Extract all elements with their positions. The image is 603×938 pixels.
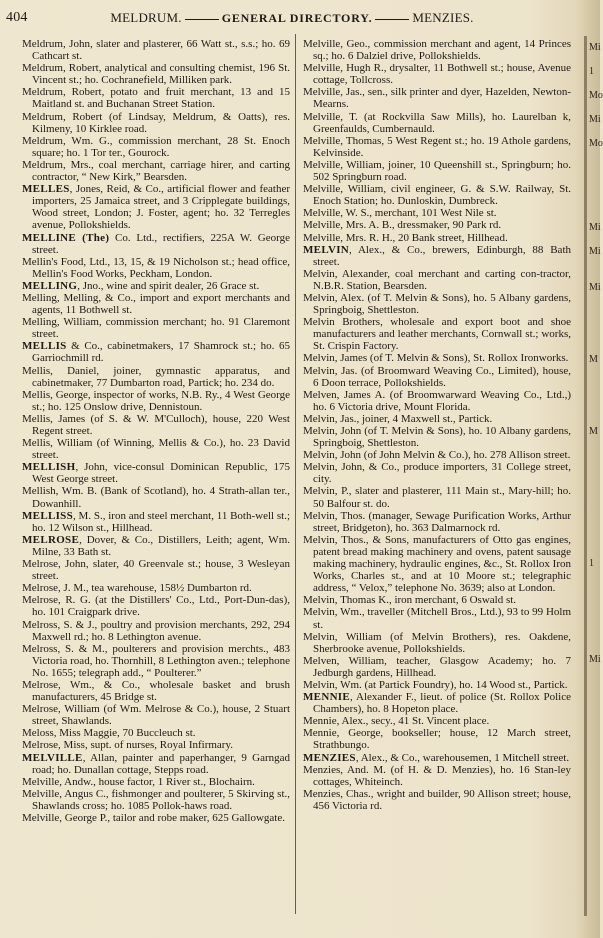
directory-entry: Melross, S. & J., poultry and provision merchants, 292, 294 Maxwell rd.; ho. 8 Lethington avenue. — [22, 618, 290, 643]
directory-entry: Melling, Melling, & Co., import and export merchants and agents, 11 Bothwell st. — [22, 291, 290, 317]
directory-entry: Melross, S. & M., poulterers and provision merchts., 483 Victoria road, ho. Thornhill, 8 Lethington aven.; telephone No. 1655; telegraph add., “ Poulterer.” — [22, 642, 290, 679]
directory-entry: MELVIN, Alex., & Co., brewers, Edinburgh, 88 Bath street. — [303, 243, 571, 268]
edge-text-fragment: Mi — [589, 246, 601, 257]
directory-entry: Melrose, J. M., tea warehouse, 158½ Dumbarton rd. — [22, 582, 252, 595]
directory-entry: Mellis, William (of Winning, Mellis & Co.), ho. 23 David street. — [22, 437, 290, 462]
edge-text-fragment: Mi — [589, 114, 601, 125]
directory-entry: Meldrum, Mrs., coal merchant, carriage hirer, and carting contractor, “ New Kirk,” Bearsden. — [22, 158, 290, 184]
edge-text-fragment: Mi — [589, 282, 601, 293]
directory-entry: Meloss, Miss Maggie, 70 Buccleuch st. — [22, 727, 196, 740]
directory-entry: Mellis, George, inspector of works, N.B. Ry., 4 West George st.; ho. 125 Onslow drive, Dennistoun. — [22, 388, 290, 413]
directory-entry: Meldrum, Robert, analytical and consulting chemist, 196 St. Vincent st.; ho. Cochranefield, Milliken park. — [22, 62, 290, 87]
directory-entry: Meldrum, Robert, potato and fruit merchant, 13 and 15 Maitland st. and Buchanan Street Station. — [22, 86, 290, 111]
edge-text-fragment: Mi — [589, 654, 601, 665]
edge-text-fragment: M — [589, 426, 598, 437]
directory-entry: Mellis, Daniel, joiner, gymnastic apparatus, and cabinetmaker, 77 Dumbarton road, Partick; ho. 234 do. — [22, 364, 290, 389]
directory-entry: Melvin, John, & Co., produce importers, 31 College street, city. — [303, 461, 571, 486]
directory-entry: Melvin, Alex. (of T. Melvin & Sons), ho. 5 Albany gardens, Springboig, Shettleston. — [303, 291, 571, 317]
directory-entry: MELVILLE, Allan, painter and paperhanger, 9 Garngad road; ho. Dunallan cottage, Stepps road. — [22, 751, 290, 776]
directory-entry: Melville, T. (at Rockvilla Saw Mills), ho. Laurelban k, Greenfaulds, Cumbernauld. — [303, 110, 571, 135]
directory-entry: Melvin, Jas., joiner, 4 Maxwell st., Partick. — [303, 412, 493, 425]
directory-entry: Melville, Jas., sen., silk printer and dyer, Hazelden, Newton-Mearns. — [303, 86, 571, 111]
header-rule — [185, 19, 219, 20]
header-rule — [375, 19, 409, 20]
directory-entry: Melvin, Thos. (manager, Sewage Purification Works, Arthur street, Bridgeton), ho. 363 Dalmarnock rd. — [303, 509, 571, 534]
directory-entry: Mennie, George, bookseller; house, 12 March street, Strathbungo. — [303, 727, 571, 752]
directory-entry: MELROSE, Dover, & Co., Distillers, Leith; agent, Wm. Milne, 33 Bath st. — [22, 533, 290, 558]
directory-entry: Melville, William, joiner, 10 Queenshill st., Springburn; ho. 502 Springburn road. — [303, 158, 571, 184]
directory-entry: Melrose, John, slater, 40 Greenvale st.; house, 3 Wesleyan street. — [22, 558, 290, 583]
directory-entry: MELLES, Jones, Reid, & Co., artificial flower and feather importers, 25 Jamaica street, and 3 Cripplegate buildings, Wood street, London; J. Foster, agent; ho. 32 Terregles avenue, Pollokshields. — [22, 183, 290, 232]
directory-entry: Menzies, And. M. (of H. & D. Menzies), ho. 16 Stan-ley cottages, Whiteinch. — [303, 763, 571, 788]
directory-entry: MELLIS & Co., cabinetmakers, 17 Shamrock st.; ho. 65 Garriochmill rd. — [22, 340, 290, 365]
header-left-word: MELDRUM. — [110, 10, 182, 25]
directory-entry: Mellish, Wm. B. (Bank of Scotland), ho. 4 Strath-allan ter., Dowanhill. — [22, 485, 290, 510]
directory-entry: Melville, George P., tailor and robe maker, 625 Gallowgate. — [22, 812, 285, 824]
directory-entry: Melville, W. S., merchant, 101 West Nile st. — [303, 207, 497, 220]
directory-entry: Meldrum, Wm. G., commission merchant, 28 St. Enoch square; ho. 1 Tor ter., Gourock. — [22, 134, 290, 159]
edge-text-fragment: 1 — [589, 558, 594, 569]
adjacent-page-edge — [584, 36, 603, 916]
page-gutter-shadow — [584, 36, 587, 916]
directory-entry: Melven, James A. (of Broomwarward Weaving Co., Ltd.,) ho. 6 Victoria drive, Mount Florida. — [303, 388, 571, 413]
directory-entry: Mennie, Alex., secy., 41 St. Vincent place. — [303, 715, 490, 728]
directory-entry: Melvin, William (of Melvin Brothers), res. Oakdene, Sherbrooke avenue, Pollokshields. — [303, 630, 571, 655]
edge-text-fragment: 1 — [589, 66, 594, 77]
directory-entry: Melrose, R. G. (at the Distillers' Co., Ltd., Port-Dun-das), ho. 101 Craigpark drive. — [22, 594, 290, 619]
directory-entry: Melven, William, teacher, Glasgow Academy; ho. 7 Jedburgh gardens, Hillhead. — [303, 654, 571, 679]
directory-entry: Melling, William, commission merchant; ho. 91 Claremont street. — [22, 316, 290, 341]
directory-entry: Melrose, William (of Wm. Melrose & Co.), house, 2 Stuart street, Shawlands. — [22, 703, 290, 728]
edge-text-fragment: Mi — [589, 222, 601, 233]
directory-entry: Melvin, Alexander, coal merchant and carting con-tractor, N.B.R. Station, Bearsden. — [303, 267, 571, 292]
column-divider — [295, 34, 296, 914]
directory-entry: Melvin, Thos., & Sons, manufacturers of Otto gas engines, patent bread making machinery and ovens, patent sausage making machinery, hydraulic engines, &c., St. Rollox Iron Works, Charles st., and at 10 Moore st.; telegraphic address, “ Velox,” telephone No. 3639; also at London. — [303, 533, 571, 595]
header-title — [6, 10, 578, 26]
directory-entry: Menzies, Chas., wright and builder, 90 Allison street; house, 456 Victoria rd. — [303, 787, 571, 812]
edge-text-fragment: Mo — [589, 90, 603, 101]
directory-entry: MELLISH, John, vice-consul Dominican Republic, 175 West George street. — [22, 461, 290, 486]
directory-entry: MENZIES, Alex., & Co., warehousemen, 1 Mitchell street. — [303, 751, 570, 764]
directory-entry: Melvin, Jas. (of Broomward Weaving Co., Limited), house, 6 Doon terrace, Pollokshields. — [303, 364, 571, 389]
right-column — [303, 38, 571, 812]
directory-entry: Melvin, P., slater and plasterer, 111 Main st., Mary-hill; ho. 50 Balfour st. do. — [303, 485, 571, 510]
directory-entry: MELLING, Jno., wine and spirit dealer, 26 Grace st. — [22, 279, 260, 292]
directory-entry: Melvin, John (of T. Melvin & Sons), ho. 10 Albany gardens, Springboig, Shettleston. — [303, 425, 571, 450]
directory-entry: Melvin, James (of T. Melvin & Sons), St. Rollox Ironworks. — [303, 352, 569, 365]
left-column — [22, 38, 290, 824]
directory-entry: Melville, Angus C., fishmonger and poulterer, 5 Skirving st., Shawlands cross; ho. 1085 Pollok-haws road. — [22, 787, 290, 812]
edge-text-fragment: Mo — [589, 138, 603, 149]
header-center-word: GENERAL DIRECTORY. — [221, 11, 373, 25]
running-header — [6, 10, 578, 30]
directory-entry: Melville, Mrs. A. B., dressmaker, 90 Park rd. — [303, 219, 502, 232]
directory-entry: Melville, William, civil engineer, G. & S.W. Railway, St. Enoch Station; ho. Dunloskin, Dumbreck. — [303, 183, 571, 208]
edge-text-fragment: Mi — [589, 42, 601, 53]
directory-entry: Melvin Brothers, wholesale and export boot and shoe manufacturers and leather merchants, Cornwall st.; works, St. Crispin Factory. — [303, 316, 571, 353]
header-right-word: MENZIES. — [412, 10, 474, 25]
directory-entry: Melville, Thomas, 5 West Regent st.; ho. 19 Athole gardens, Kelvinside. — [303, 134, 571, 159]
directory-entry: MENNIE, Alexander F., lieut. of police (St. Rollox Police Chambers), ho. 8 Hopeton place. — [303, 691, 571, 716]
directory-entry: Melville, Geo., commission merchant and agent, 14 Princes sq.; ho. 6 Dalziel drive, Pollokshields. — [303, 38, 571, 63]
edge-text-fragment: M — [589, 354, 598, 365]
directory-entry: Melville, Mrs. R. H., 20 Bank street, Hillhead. — [303, 231, 508, 244]
directory-entry: Melville, Andw., house factor, 1 River st., Blochairn. — [22, 775, 255, 788]
directory-entry: Melrose, Wm., & Co., wholesale basket and brush manufacturers, 45 Bridge st. — [22, 678, 290, 704]
directory-entry: Melvin, Thomas K., iron merchant, 6 Oswald st. — [303, 594, 517, 607]
directory-entry: MELLINE (The) Co. Ltd., rectifiers, 225A W. George street. — [22, 231, 290, 256]
page-number: 404 — [6, 10, 28, 25]
directory-entry: Melville, Hugh R., drysalter, 11 Bothwell st.; house, Avenue cottage, Tollcross. — [303, 62, 571, 87]
directory-entry: MELLISS, M. S., iron and steel merchant, 11 Both-well st.; ho. 12 Wilson st., Hillhead. — [22, 509, 290, 534]
directory-entry: Meldrum, Robert (of Lindsay, Meldrum, & Oatts), res. Kilmeny, 10 Kirklee road. — [22, 110, 290, 135]
directory-entry: Melvin, John (of John Melvin & Co.), ho. 278 Allison street. — [303, 449, 571, 462]
directory-entry: Meldrum, John, slater and plasterer, 66 Watt st., s.s.; ho. 69 Cathcart st. — [22, 38, 290, 63]
directory-entry: Melvin, Wm. (at Partick Foundry), ho. 14 Wood st., Partick. — [303, 678, 568, 691]
directory-entry: Mellis, James (of S. & W. M'Culloch), house, 220 West Regent street. — [22, 412, 290, 437]
directory-entry: Melrose, Miss, supt. of nurses, Royal Infirmary. — [22, 739, 234, 752]
directory-entry: Melvin, Wm., traveller (Mitchell Bros., Ltd.), 93 to 99 Holm st. — [303, 606, 571, 631]
directory-entry: Mellin's Food, Ltd., 13, 15, & 19 Nicholson st.; head office, Mellin's Food Works, Peckham, London. — [22, 255, 290, 280]
